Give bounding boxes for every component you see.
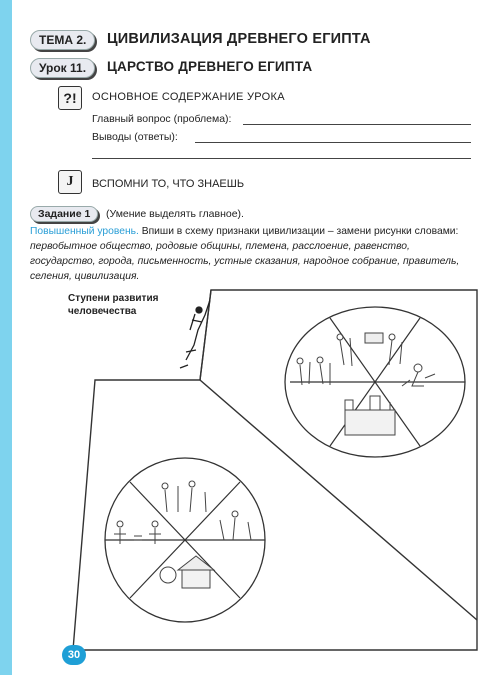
diagram-label-line2: человечества — [68, 306, 137, 317]
j-letter-icon: J — [58, 170, 82, 194]
remember-title: ВСПОМНИ ТО, ЧТО ЗНАЕШЬ — [92, 178, 245, 190]
topic-title: ЦИВИЛИЗАЦИЯ ДРЕВНЕГО ЕГИПТА — [107, 31, 371, 47]
conclusions-label: Выводы (ответы): — [92, 131, 178, 143]
section-title: ОСНОВНОЕ СОДЕРЖАНИЕ УРОКА — [92, 91, 285, 103]
primitive-society-circle — [105, 458, 265, 622]
page-number-badge: 30 — [62, 645, 86, 665]
task-subtitle: (Умение выделять главное). — [106, 208, 244, 220]
topic-badge: ТЕМА 2. — [30, 30, 95, 50]
task-badge: Задание 1 — [30, 206, 98, 222]
word-list: первобытное общество, родовые общины, племена, расслоение, равенство, государство, города, письменность, устные сказания, народное собрание, правитель, селения, цивилизация. — [30, 241, 460, 282]
question-label: Главный вопрос (проблема): — [92, 113, 232, 125]
instruction-text: Впиши в схему признаки цивилизации – замени рисунки словами: — [141, 226, 459, 237]
lesson-badge: Урок 11. — [30, 58, 95, 78]
question-exclamation-icon: ?! — [58, 86, 82, 110]
lesson-title: ЦАРСТВО ДРЕВНЕГО ЕГИПТА — [107, 59, 313, 74]
level-label: Повышенный уровень. — [30, 226, 139, 237]
diagram-label-line1: Ступени развития — [68, 293, 159, 304]
